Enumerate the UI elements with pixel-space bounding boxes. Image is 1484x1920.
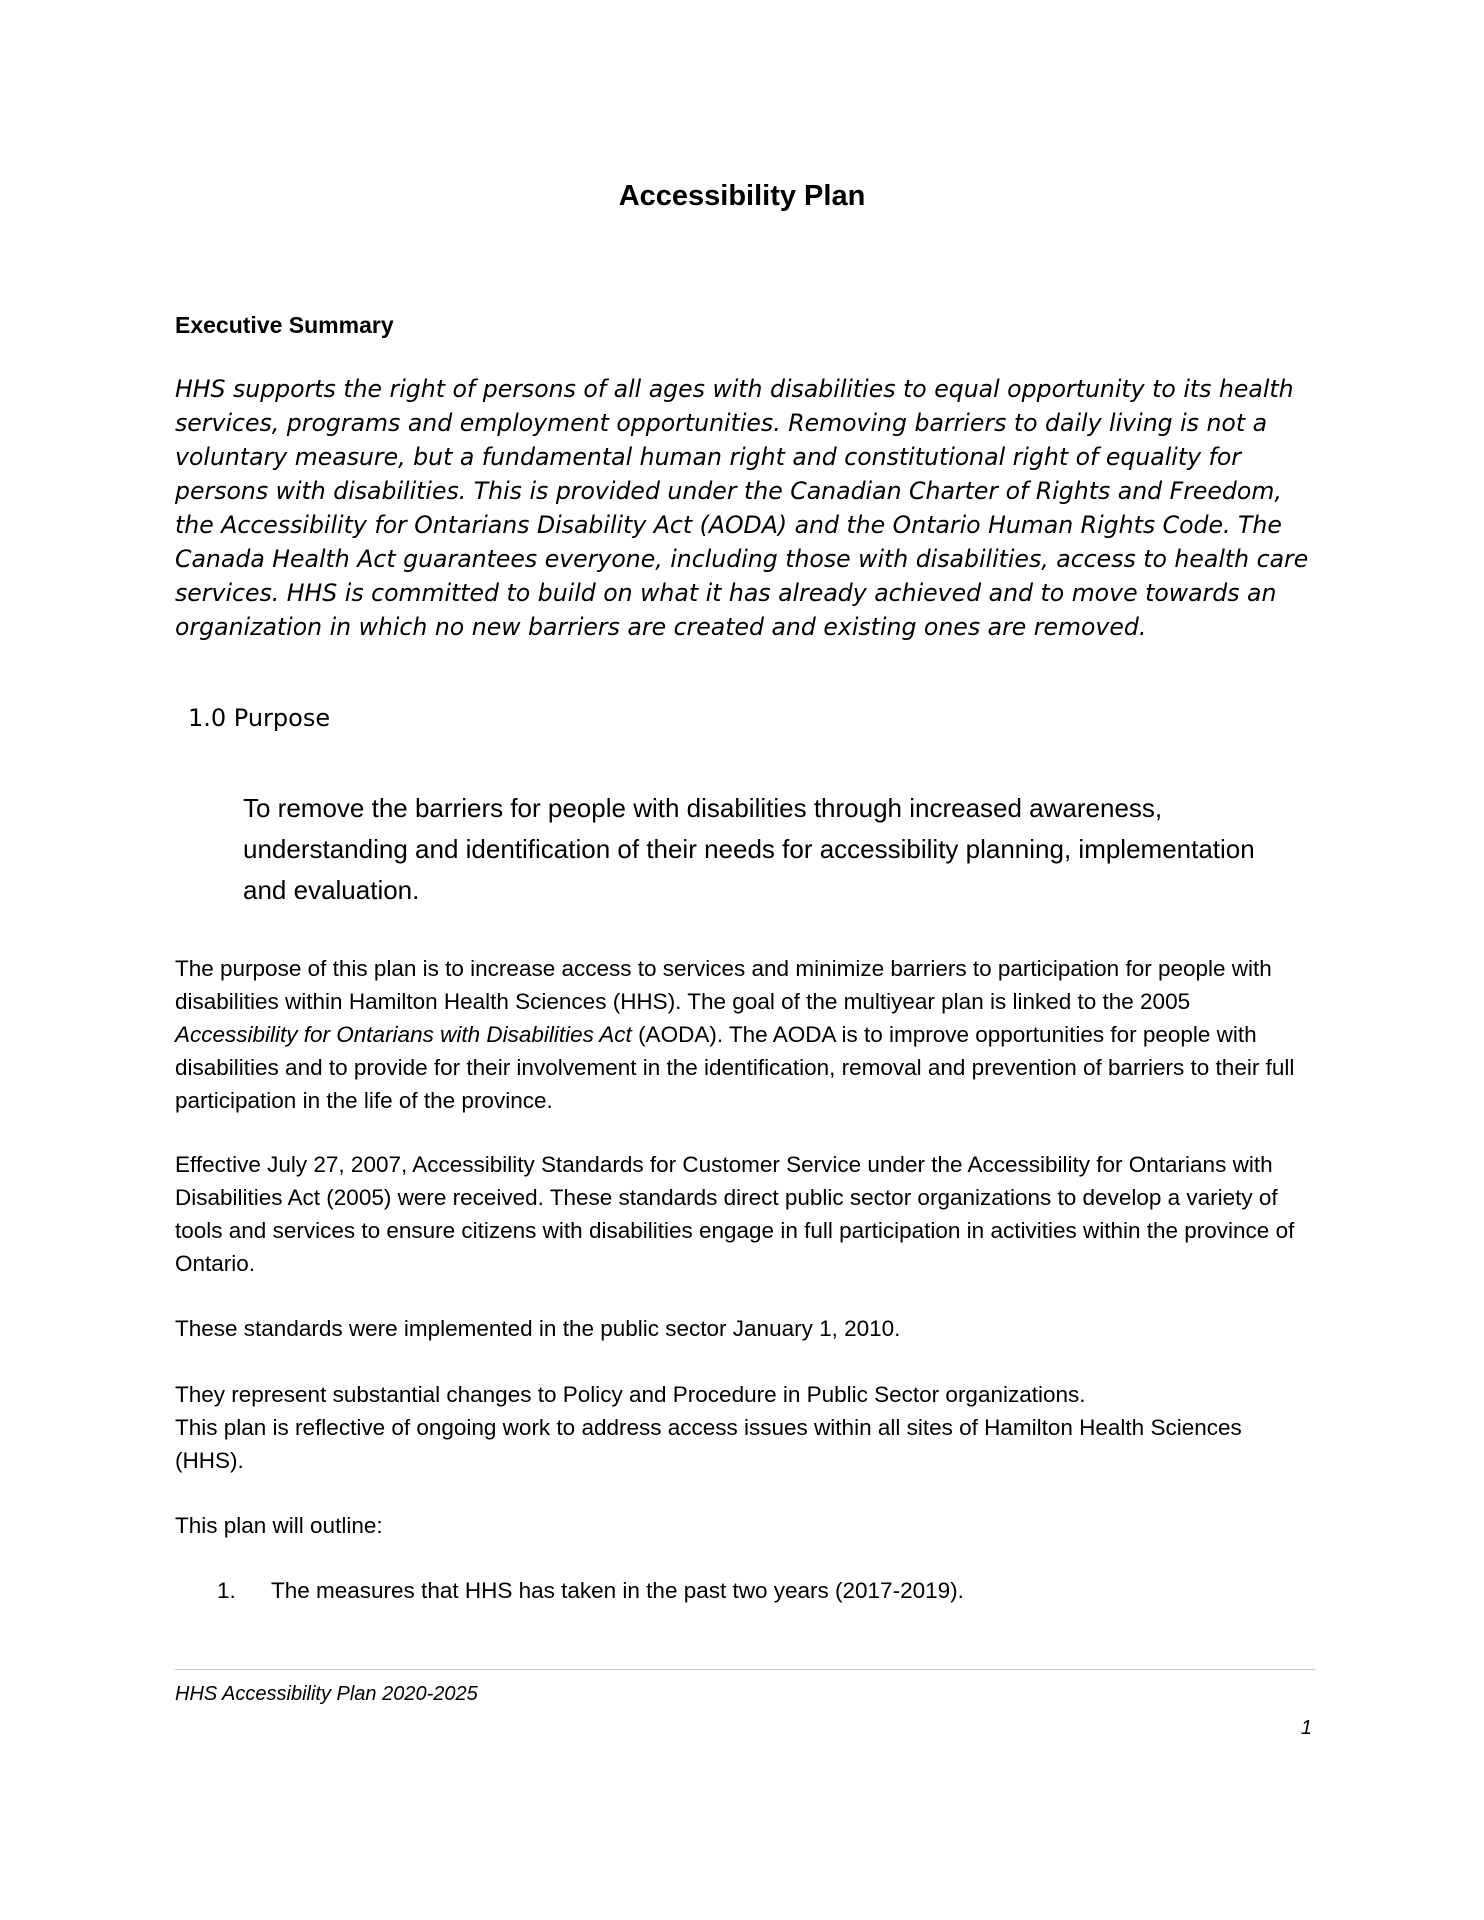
list-item-number: 1.: [217, 1578, 236, 1603]
executive-summary-heading: Executive Summary: [175, 312, 394, 338]
purpose-paragraph-end: (AODA). The AODA is to improve opportunities for people with disabilities and to provide for their involvement in the identification, removal and prevention of barriers to their full participation in the life of the province.: [175, 1022, 1295, 1113]
purpose-statement: To remove the barriers for people with disabilities through increased awareness, understanding and identification of their needs for accessibility planning, implementation and evaluation.: [243, 793, 1255, 905]
outline-intro: This plan will outline:: [175, 1513, 383, 1538]
policy-change-sentence: They represent substantial changes to Policy and Procedure in Public Sector organizations.: [175, 1382, 1086, 1407]
effective-date-paragraph: Effective July 27, 2007, Accessibility Standards for Customer Service under the Accessibility for Ontarians with Disabilities Act (2005) were received. These standards direct public sector organizations to develop a variety of tools and services to ensure citizens with disabilities engage in full participation in activities within the province of Ontario.: [175, 1152, 1295, 1276]
footer-title: HHS Accessibility Plan 2020-2025: [175, 1683, 478, 1705]
executive-summary-body: HHS supports the right of persons of all ages with disabilities to equal opportunity to its health services, programs and employment opportunities. Removing barriers to daily living is not a voluntary measure, but a fundamental human right and constitutional right of equality for persons with disabilities. This is provided under the Canadian Charter of Rights and Freedom, the Accessibility for Ontarians Disability Act (AODA) and the Ontario Human Rights Code. The Canada Health Act guarantees everyone, including those with disabilities, access to health care services. HHS is committed to build on what it has already achieved and to move towards an organization in which no new barriers are created and existing ones are removed.: [175, 375, 1309, 641]
purpose-heading: 1.0 Purpose: [188, 704, 331, 732]
purpose-paragraph: [175, 952, 1315, 1117]
page-number: 1: [1300, 1717, 1312, 1739]
purpose-paragraph-start: The purpose of this plan is to increase access to services and minimize barriers to participation for people with disabilities within Hamilton Health Sciences (HHS). The goal of the multiyear plan is linked to the 2005: [175, 956, 1272, 1014]
policy-change-paragraph: [175, 1378, 1315, 1477]
page-title: Accessibility Plan: [618, 180, 866, 212]
aoda-act-title: Accessibility for Ontarians with Disabilities Act: [175, 1022, 632, 1047]
footer-divider: [175, 1669, 1315, 1670]
list-item: [217, 1574, 1297, 1607]
implementation-paragraph: These standards were implemented in the public sector January 1, 2010.: [175, 1316, 901, 1341]
reflective-sentence: This plan is reflective of ongoing work to address access issues within all sites of Hamilton Health Sciences (HHS).: [175, 1415, 1242, 1473]
list-item-text: The measures that HHS has taken in the past two years (2017-2019).: [271, 1578, 964, 1603]
